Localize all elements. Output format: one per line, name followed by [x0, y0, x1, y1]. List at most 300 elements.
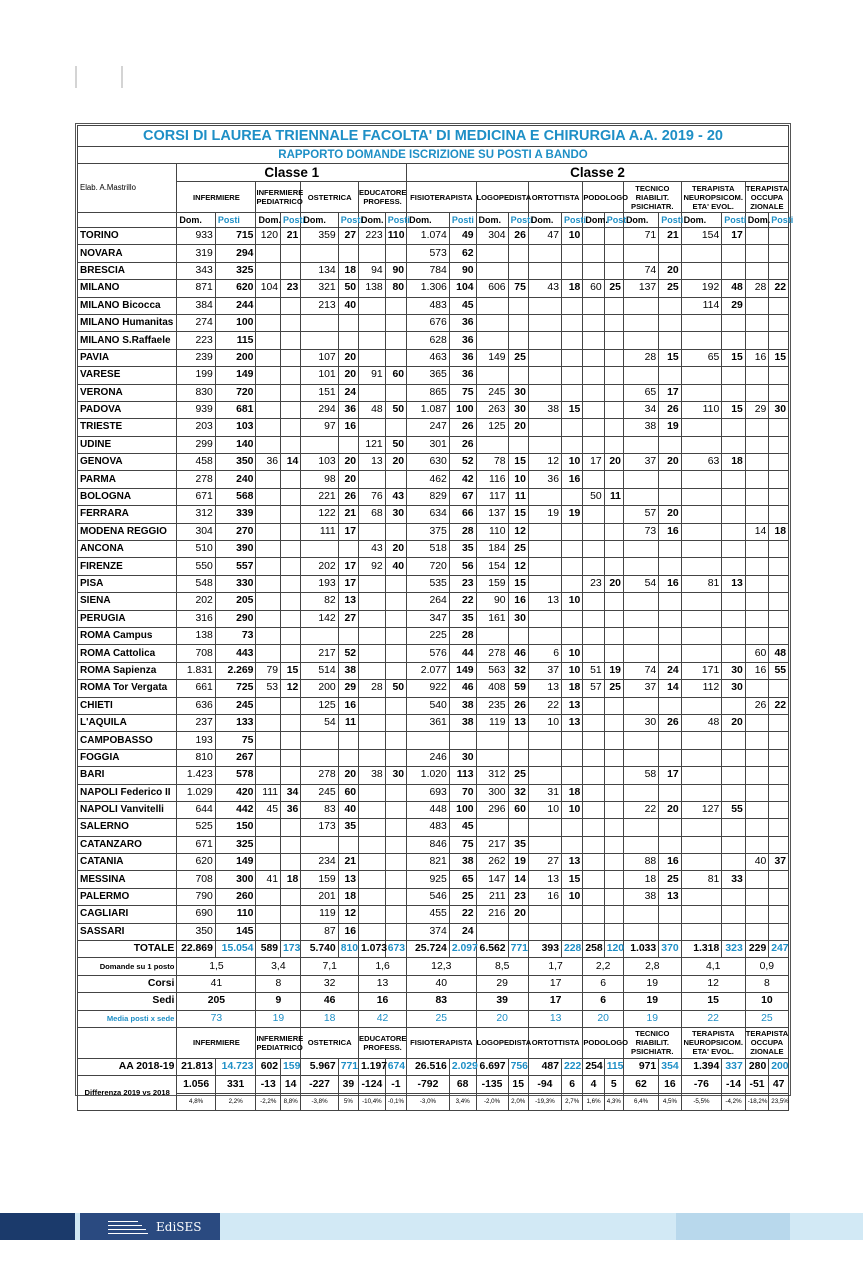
dom-value: 38 — [623, 419, 658, 436]
posti-value: 30 — [508, 384, 528, 401]
dom-value — [583, 645, 604, 662]
pct-value: -5,5% — [681, 1093, 722, 1110]
city-name: ROMA Tor Vergata — [78, 680, 177, 697]
posti-value — [281, 767, 301, 784]
table-row — [78, 367, 789, 384]
posti-value: 15 — [659, 349, 681, 366]
posti-value: 30 — [508, 610, 528, 627]
posti-value — [281, 575, 301, 592]
posti-value — [659, 245, 681, 262]
posti-value — [604, 384, 623, 401]
aa-value: 1.394 — [681, 1058, 722, 1075]
dom-value — [359, 871, 386, 888]
posti-value: 557 — [215, 558, 256, 575]
posti-value: 59 — [508, 680, 528, 697]
dom-value: 304 — [476, 228, 508, 245]
posti-value: 200 — [215, 349, 256, 366]
dom-header: Dom. — [583, 213, 604, 228]
posti-value — [722, 627, 746, 644]
posti-value — [281, 332, 301, 349]
dom-value — [301, 749, 338, 766]
dom-value — [623, 488, 658, 505]
posti-value — [769, 575, 789, 592]
dom-value — [476, 732, 508, 749]
dom-value: 350 — [177, 923, 215, 940]
posti-value: 29 — [338, 680, 358, 697]
dom-value: 384 — [177, 297, 215, 314]
dom-value — [745, 714, 769, 731]
posti-value — [338, 436, 358, 453]
posti-value — [604, 367, 623, 384]
sedi-row — [78, 993, 789, 1010]
dom-value — [256, 575, 281, 592]
posti-value — [769, 419, 789, 436]
dom-value — [583, 610, 604, 627]
dom-value: 1.306 — [407, 280, 450, 297]
pct-value: 5% — [338, 1093, 358, 1110]
dom-value: 154 — [681, 228, 722, 245]
table-row — [78, 419, 789, 436]
posti-value — [604, 436, 623, 453]
posti-value: 330 — [215, 575, 256, 592]
dom-value — [256, 541, 281, 558]
sedi-row-value: 15 — [681, 993, 745, 1010]
posti-value — [281, 262, 301, 279]
media-row-value: 25 — [407, 1010, 476, 1027]
city-name: MESSINA — [78, 871, 177, 888]
dom-value: 81 — [681, 575, 722, 592]
dom-value — [745, 384, 769, 401]
posti-value — [769, 906, 789, 923]
posti-value — [281, 367, 301, 384]
dom-value: 119 — [301, 906, 338, 923]
posti-value: 55 — [722, 801, 746, 818]
posti-value — [659, 819, 681, 836]
totale-value: 25.724 — [407, 941, 450, 958]
dom-header: Dom. — [359, 213, 386, 228]
dom-value — [476, 923, 508, 940]
dom-value: 518 — [407, 541, 450, 558]
dom-value: 51 — [583, 662, 604, 679]
posti-value — [604, 262, 623, 279]
dom-value: 630 — [407, 454, 450, 471]
dom-value — [476, 314, 508, 331]
dom-value — [623, 367, 658, 384]
group-header: TERAPISTA NEUROPSICOM. ETA' EVOL. — [681, 1027, 745, 1058]
dom-value: 92 — [359, 558, 386, 575]
dom-value: 119 — [476, 714, 508, 731]
posti-value: 115 — [215, 332, 256, 349]
posti-value: 10 — [508, 471, 528, 488]
posti-value — [604, 349, 623, 366]
city-name: BRESCIA — [78, 262, 177, 279]
city-name: BARI — [78, 767, 177, 784]
dom-value — [528, 297, 561, 314]
posti-value: 25 — [604, 280, 623, 297]
dom-value: 53 — [256, 680, 281, 697]
posti-value: 50 — [385, 401, 406, 418]
diff-value: 14 — [281, 1076, 301, 1093]
aa-value: 21.813 — [177, 1058, 215, 1075]
posti-value — [722, 314, 746, 331]
dom-value — [528, 523, 561, 540]
domande-row-value: 1,7 — [528, 958, 582, 975]
header-mark-right — [121, 66, 123, 88]
corsi-row-value: 8 — [256, 975, 301, 992]
posti-value — [338, 749, 358, 766]
table-row — [78, 888, 789, 905]
dom-value: 117 — [476, 488, 508, 505]
dom-value: 137 — [476, 506, 508, 523]
dom-value: 790 — [177, 888, 215, 905]
posti-value — [769, 610, 789, 627]
dom-value: 98 — [301, 471, 338, 488]
posti-value: 18 — [561, 280, 582, 297]
posti-value: 15 — [508, 506, 528, 523]
dom-value — [528, 767, 561, 784]
dom-value: 234 — [301, 854, 338, 871]
posti-value: 73 — [215, 627, 256, 644]
posti-value: 149 — [215, 854, 256, 871]
dom-value — [583, 401, 604, 418]
dom-value — [681, 488, 722, 505]
posti-value — [769, 836, 789, 853]
aa-value: 971 — [623, 1058, 658, 1075]
posti-value: 20 — [659, 262, 681, 279]
aa-value: 2.029 — [449, 1058, 476, 1075]
city-name: CAGLIARI — [78, 906, 177, 923]
dom-value: 455 — [407, 906, 450, 923]
dom-value: 239 — [177, 349, 215, 366]
dom-value — [681, 332, 722, 349]
footer-page-block — [676, 1213, 790, 1240]
posti-value — [604, 749, 623, 766]
posti-value: 66 — [449, 506, 476, 523]
city-name: CATANIA — [78, 854, 177, 871]
posti-value: 18 — [338, 888, 358, 905]
dom-value — [745, 784, 769, 801]
posti-header: Posti — [215, 213, 256, 228]
table-row — [78, 245, 789, 262]
diff-value: 15 — [508, 1076, 528, 1093]
totale-value: 370 — [659, 941, 681, 958]
posti-value: 62 — [449, 245, 476, 262]
posti-header: Posti — [561, 213, 582, 228]
posti-value — [604, 871, 623, 888]
dom-value — [681, 419, 722, 436]
dom-value — [583, 558, 604, 575]
diff-value: 47 — [769, 1076, 789, 1093]
dom-value: 810 — [177, 749, 215, 766]
dom-value: 546 — [407, 888, 450, 905]
dom-value — [407, 732, 450, 749]
dom-value — [256, 297, 281, 314]
posti-value — [508, 732, 528, 749]
group-header-row-2 — [78, 1027, 789, 1058]
posti-value — [659, 645, 681, 662]
dom-value: 38 — [359, 767, 386, 784]
city-name: PARMA — [78, 471, 177, 488]
dom-value: 264 — [407, 593, 450, 610]
corsi-row-value: 17 — [528, 975, 582, 992]
posti-value: 100 — [449, 801, 476, 818]
dom-value: 246 — [407, 749, 450, 766]
posti-value: 30 — [722, 662, 746, 679]
dom-value — [256, 471, 281, 488]
aa-value: 1.197 — [359, 1058, 386, 1075]
posti-value: 16 — [508, 593, 528, 610]
dom-value: 301 — [407, 436, 450, 453]
posti-value — [281, 436, 301, 453]
footer-navy-block — [0, 1213, 75, 1240]
posti-value: 52 — [338, 645, 358, 662]
dom-value — [681, 523, 722, 540]
dom-value — [681, 471, 722, 488]
posti-value — [561, 419, 582, 436]
posti-value — [769, 784, 789, 801]
dom-value: 462 — [407, 471, 450, 488]
posti-value: 15 — [722, 401, 746, 418]
dom-header: Dom. — [476, 213, 508, 228]
dom-value: 294 — [301, 401, 338, 418]
totale-value: 258 — [583, 941, 604, 958]
table-row — [78, 575, 789, 592]
totale-value: 1.318 — [681, 941, 722, 958]
dom-value: 245 — [301, 784, 338, 801]
table-row — [78, 819, 789, 836]
dom-value — [256, 506, 281, 523]
posti-value — [659, 627, 681, 644]
diff-value: 39 — [338, 1076, 358, 1093]
posti-value — [659, 367, 681, 384]
posti-value: 26 — [508, 697, 528, 714]
dom-value: 151 — [301, 384, 338, 401]
dom-value: 374 — [407, 923, 450, 940]
dom-value — [301, 245, 338, 262]
dom-value: 300 — [476, 784, 508, 801]
dom-value — [745, 680, 769, 697]
dom-value: 408 — [476, 680, 508, 697]
dom-value — [256, 384, 281, 401]
dom-value: 13 — [528, 593, 561, 610]
group-header: ORTOTTISTA — [528, 182, 582, 213]
dom-value — [745, 436, 769, 453]
dom-value — [301, 541, 338, 558]
header-mark-left — [75, 66, 77, 88]
posti-value — [604, 332, 623, 349]
posti-value: 44 — [449, 645, 476, 662]
book-icon — [108, 1217, 148, 1237]
table-row — [78, 680, 789, 697]
city-name: ANCONA — [78, 541, 177, 558]
posti-value — [385, 245, 406, 262]
posti-value — [604, 245, 623, 262]
pct-value: 3,4% — [449, 1093, 476, 1110]
group-header-row — [78, 182, 789, 213]
dom-value — [359, 819, 386, 836]
posti-value — [769, 714, 789, 731]
table-row — [78, 923, 789, 940]
domande-row-value: 7,1 — [301, 958, 359, 975]
posti-value — [604, 836, 623, 853]
dom-value: 213 — [301, 297, 338, 314]
posti-value: 26 — [508, 228, 528, 245]
posti-value: 25 — [604, 680, 623, 697]
dom-value — [745, 871, 769, 888]
dom-value — [745, 906, 769, 923]
dom-value: 548 — [177, 575, 215, 592]
dom-value — [583, 245, 604, 262]
dom-value: 48 — [359, 401, 386, 418]
posti-value — [604, 888, 623, 905]
dom-value — [583, 697, 604, 714]
publisher-logo — [80, 1213, 220, 1240]
posti-value — [385, 384, 406, 401]
media-row-value: 22 — [681, 1010, 745, 1027]
diff-value: 16 — [659, 1076, 681, 1093]
posti-value — [722, 332, 746, 349]
dom-value: 147 — [476, 871, 508, 888]
posti-value: 205 — [215, 593, 256, 610]
posti-value — [281, 697, 301, 714]
dom-value — [256, 749, 281, 766]
city-name: FERRARA — [78, 506, 177, 523]
posti-value — [561, 245, 582, 262]
table-body — [78, 228, 789, 1111]
posti-value: 30 — [722, 680, 746, 697]
dom-value — [681, 819, 722, 836]
posti-value: 12 — [508, 523, 528, 540]
pct-value: -0,1% — [385, 1093, 406, 1110]
posti-value: 20 — [722, 714, 746, 731]
dom-value: 87 — [301, 923, 338, 940]
posti-value: 350 — [215, 454, 256, 471]
posti-value — [769, 888, 789, 905]
posti-value — [561, 575, 582, 592]
dom-value — [681, 262, 722, 279]
dom-value — [359, 697, 386, 714]
posti-value — [722, 367, 746, 384]
posti-value: 30 — [449, 749, 476, 766]
posti-value: 104 — [449, 280, 476, 297]
dom-value — [583, 523, 604, 540]
dom-value — [623, 784, 658, 801]
dom-value — [583, 228, 604, 245]
dom-value — [583, 923, 604, 940]
posti-value: 15 — [769, 349, 789, 366]
posti-value: 75 — [449, 384, 476, 401]
dom-value — [528, 436, 561, 453]
dom-value: 922 — [407, 680, 450, 697]
dom-value: 644 — [177, 801, 215, 818]
posti-header: Posti — [508, 213, 528, 228]
dom-value: 223 — [359, 228, 386, 245]
totale-value: 771 — [508, 941, 528, 958]
dom-value: 217 — [301, 645, 338, 662]
posti-value — [561, 819, 582, 836]
posti-header: Posti — [385, 213, 406, 228]
dom-value — [256, 732, 281, 749]
dom-value — [476, 332, 508, 349]
group-header-empty — [78, 1027, 177, 1058]
dom-value — [681, 593, 722, 610]
dom-value: 203 — [177, 419, 215, 436]
dom-value — [528, 819, 561, 836]
posti-value: 46 — [449, 680, 476, 697]
posti-value: 35 — [449, 610, 476, 627]
dom-value — [681, 749, 722, 766]
publisher-name: EdiSES — [156, 1219, 202, 1234]
dom-value — [528, 367, 561, 384]
table-row — [78, 732, 789, 749]
dom-value — [256, 645, 281, 662]
table-row — [78, 349, 789, 366]
posti-value — [659, 923, 681, 940]
posti-value — [722, 819, 746, 836]
table-row — [78, 332, 789, 349]
dom-value — [745, 314, 769, 331]
posti-value: 14 — [659, 680, 681, 697]
diff-value: -76 — [681, 1076, 722, 1093]
dom-value: 125 — [301, 697, 338, 714]
posti-value — [385, 523, 406, 540]
dom-value: 22 — [623, 801, 658, 818]
posti-value — [561, 732, 582, 749]
dom-value — [681, 732, 722, 749]
dom-value — [623, 819, 658, 836]
dom-value: 865 — [407, 384, 450, 401]
corsi-row-value: 29 — [476, 975, 528, 992]
dom-value: 13 — [359, 454, 386, 471]
posti-value: 325 — [215, 836, 256, 853]
posti-value: 24 — [338, 384, 358, 401]
posti-value — [338, 314, 358, 331]
posti-value — [769, 627, 789, 644]
posti-value: 15 — [561, 401, 582, 418]
posti-value: 15 — [561, 871, 582, 888]
diff-value: 1.056 — [177, 1076, 215, 1093]
totale-value: 2.097 — [449, 941, 476, 958]
dom-value — [681, 836, 722, 853]
posti-value — [722, 697, 746, 714]
posti-value — [604, 541, 623, 558]
city-name: PADOVA — [78, 401, 177, 418]
group-header: OSTETRICA — [301, 182, 359, 213]
dom-value — [745, 262, 769, 279]
posti-value: 578 — [215, 767, 256, 784]
city-name: MILANO S.Raffaele — [78, 332, 177, 349]
posti-value: 22 — [449, 593, 476, 610]
dom-value: 525 — [177, 819, 215, 836]
dom-value: 138 — [359, 280, 386, 297]
posti-value: 2.269 — [215, 662, 256, 679]
posti-value — [659, 297, 681, 314]
posti-value: 10 — [561, 888, 582, 905]
dom-value: 448 — [407, 801, 450, 818]
table-row — [78, 228, 789, 245]
posti-value: 67 — [449, 488, 476, 505]
posti-value: 24 — [449, 923, 476, 940]
posti-value: 45 — [449, 819, 476, 836]
pct-value: -18,2% — [745, 1093, 769, 1110]
posti-value — [722, 888, 746, 905]
posti-value — [769, 454, 789, 471]
posti-value — [385, 784, 406, 801]
dom-value: 122 — [301, 506, 338, 523]
dom-value: 112 — [681, 680, 722, 697]
posti-value — [659, 314, 681, 331]
posti-value: 30 — [508, 401, 528, 418]
